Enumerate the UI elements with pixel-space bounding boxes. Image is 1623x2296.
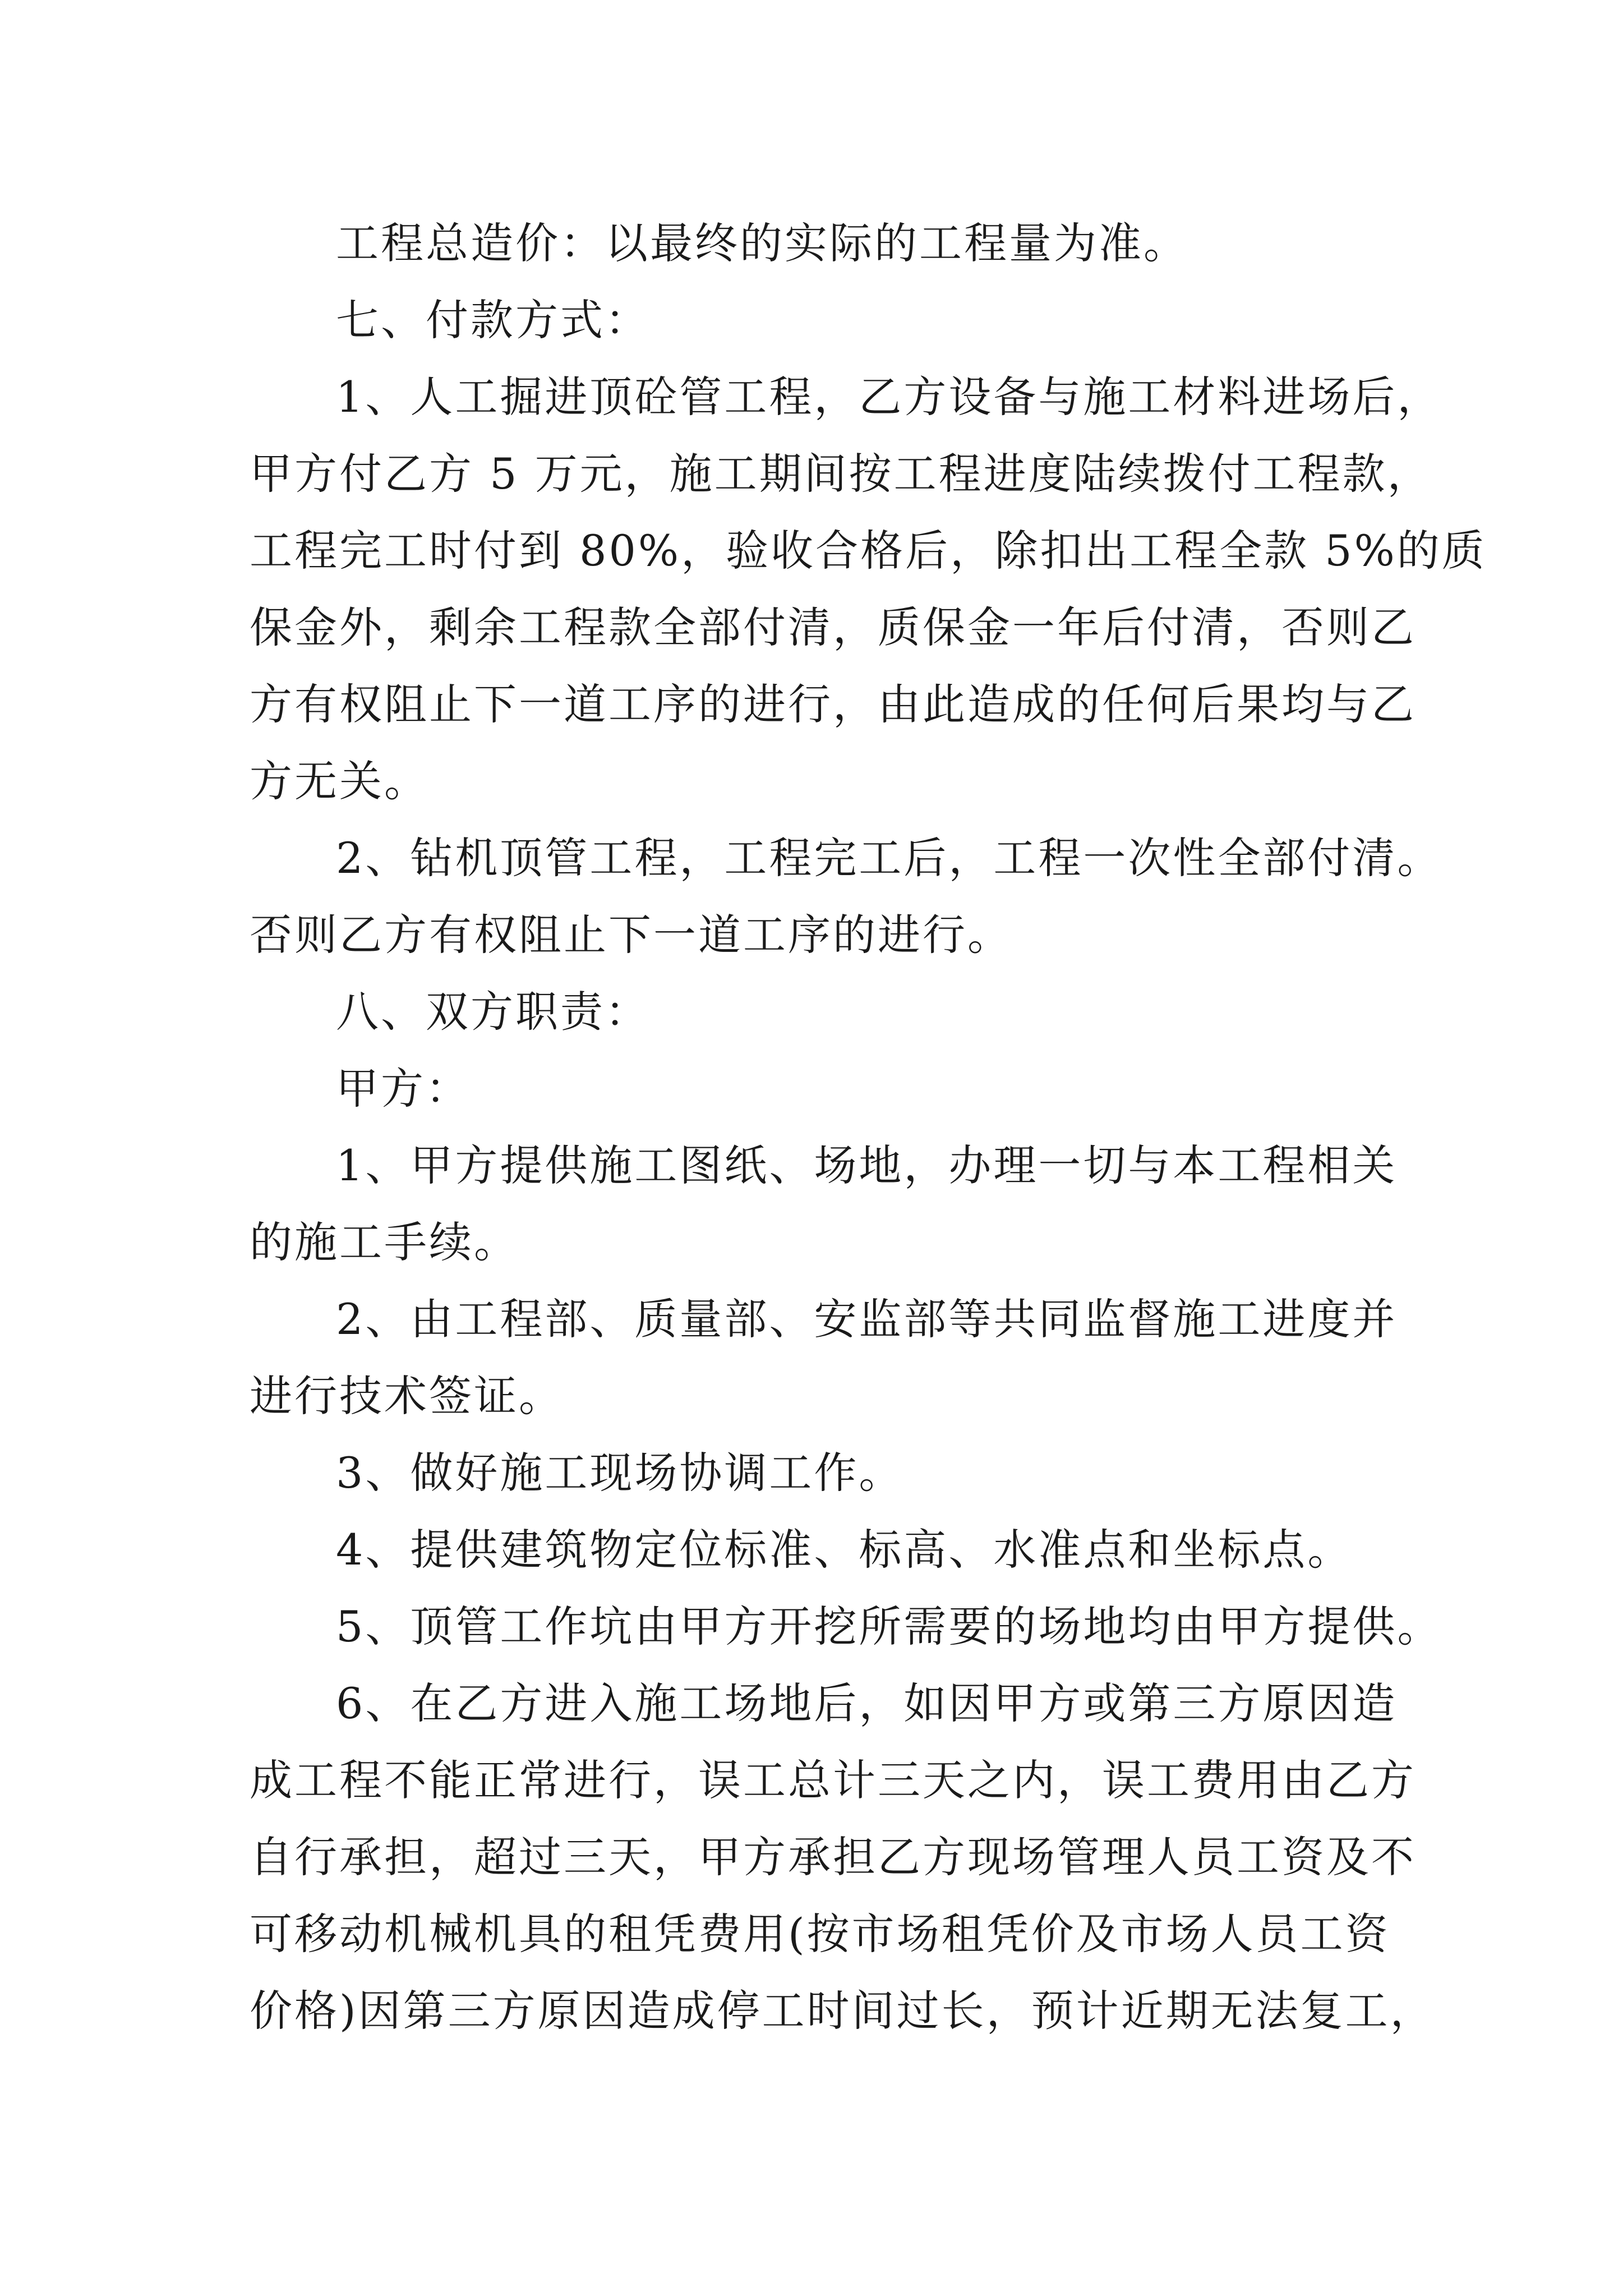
paragraph-duty-1 [250,1127,1399,1281]
paragraph-duty-4 [250,1511,1399,1588]
paragraph-payment-1 [250,358,1487,820]
paragraph-duty-5 [250,1588,1442,1665]
text-line: 工程完工时付到 80%，验收合格后，除扣出工程全款 5%的质 [250,526,1487,576]
text-line: 七、付款方式： [336,295,650,345]
text-line: 方有权阻止下一道工序的进行，由此造成的任何后果均与乙 [250,679,1416,729]
text-line: 价格)因第三方原因造成停工时间过长，预计近期无法复工， [250,1986,1435,2036]
text-line: 2、由工程部、质量部、安监部等共同监督施工进度并 [336,1294,1398,1344]
paragraph-total-cost [250,205,1399,282]
section-heading-responsibilities [250,973,1399,1050]
section-heading-payment-method [250,282,1399,358]
text-line: 进行技术签证。 [250,1371,564,1421]
text-line: 2、钻机顶管工程，工程完工后，工程一次性全部付清。 [336,833,1442,883]
paragraph-duty-3 [250,1434,1399,1511]
text-line: 甲方： [336,1064,471,1114]
paragraph-payment-2 [250,820,1442,973]
party-a-heading [250,1050,1399,1127]
text-line: 工程总造价：以最终的实际的工程量为准。 [336,218,1188,268]
text-line: 1、人工掘进顶砼管工程，乙方设备与施工材料进场后， [336,372,1442,422]
text-line: 1、甲方提供施工图纸、场地，办理一切与本工程相关 [336,1140,1398,1190]
text-line: 否则乙方有权阻止下一道工序的进行。 [250,910,1012,960]
text-line: 3、做好施工现场协调工作。 [336,1448,904,1498]
text-line: 5、顶管工作坑由甲方开挖所需要的场地均由甲方提供。 [336,1602,1442,1651]
text-line: 的施工手续。 [250,1217,519,1267]
text-line: 可移动机械机具的租凭费用(按市场租凭价及市场人员工资 [250,1909,1390,1959]
document-body [250,205,1487,2049]
text-line: 方无关。 [250,756,429,806]
text-line: 八、双方职责： [336,987,650,1037]
text-line: 甲方付乙方 5 万元，施工期间按工程进度陆续拨付工程款， [250,449,1432,499]
text-line: 保金外，剩余工程款全部付清，质保金一年后付清，否则乙 [250,602,1416,652]
text-line: 成工程不能正常进行，误工总计三天之内，误工费用由乙方 [250,1755,1416,1805]
text-line: 4、提供建筑物定位标准、标高、水准点和坐标点。 [336,1525,1353,1575]
text-line: 自行承担，超过三天，甲方承担乙方现场管理人员工资及不 [250,1832,1416,1882]
paragraph-duty-6 [250,1665,1435,2049]
paragraph-duty-2 [250,1281,1399,1434]
text-line: 6、在乙方进入施工场地后，如因甲方或第三方原因造 [336,1678,1398,1728]
